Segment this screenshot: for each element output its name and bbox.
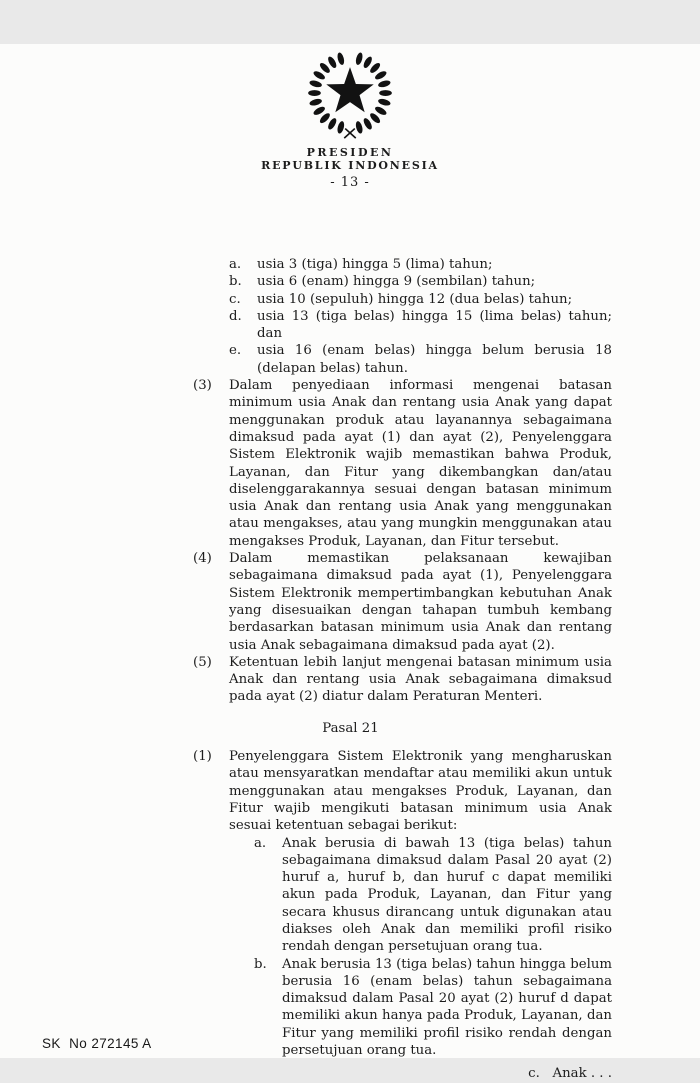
item-label: d. bbox=[229, 308, 242, 324]
sub-item bbox=[254, 835, 612, 956]
sub-item-list bbox=[254, 835, 612, 1060]
star-icon bbox=[326, 67, 373, 112]
clause-number: (1) bbox=[193, 749, 212, 765]
clause-text-wrap bbox=[229, 748, 612, 1083]
list-item bbox=[229, 342, 612, 377]
list-item bbox=[229, 256, 612, 273]
clause-number: (3) bbox=[193, 378, 212, 394]
list-item bbox=[229, 291, 612, 308]
item-text: usia 6 (enam) hingga 9 (sembilan) tahun; bbox=[257, 274, 536, 290]
clause-text: Ketentuan lebih lanjut mengenai batasan minimum usia Anak dan rentang usia Anak sebagaimana dimaksud pada ayat (2) diatur dalam Peraturan Menteri. bbox=[229, 654, 612, 705]
sub-item bbox=[254, 956, 612, 1060]
item-label: c. bbox=[229, 291, 241, 307]
age-range-list bbox=[229, 256, 612, 377]
item-text: Anak berusia di bawah 13 (tiga belas) tahun sebagaimana dimaksud dalam Pasal 20 ayat (2) huruf a, huruf b, dan huruf c dapat memiliki akun pada Produk, Layanan, dan Fitur yang secara khusus dirancang untuk digunakan atau diakses oleh Anak dan memiliki profil risiko rendah dengan persetujuan orang tua. bbox=[282, 835, 612, 955]
item-text: usia 16 (enam belas) hingga belum berusia 18 (delapan belas) tahun. bbox=[257, 343, 612, 376]
item-label: a. bbox=[229, 257, 242, 272]
list-item bbox=[229, 308, 612, 343]
clause-number: (5) bbox=[193, 654, 212, 670]
item-label: b. bbox=[229, 274, 242, 290]
clause-1-pasal-21 bbox=[193, 748, 612, 1083]
page-number: - 13 - bbox=[330, 175, 370, 190]
item-label: b. bbox=[254, 956, 267, 972]
clause-text: Dalam penyediaan informasi mengenai batasan minimum usia Anak dan rentang usia Anak yang dapat menggunakan produk atau layanannya sebagaimana dimaksud pada ayat (1) dan ayat (2), Penyelenggara Sistem Elektronik wajib memastikan bahwa Produk, Layanan, dan Fitur yang dikembangkan dan/atau diselenggarakannya sesuai dengan batasan minimum usia Anak dan rentang usia Anak yang menggunakan atau mengakses, atau yang mungkin menggunakan atau mengakses Produk, Layanan, dan Fitur tersebut. bbox=[229, 378, 612, 549]
catchword: c. Anak . . . bbox=[528, 1066, 612, 1082]
list-item bbox=[229, 273, 612, 290]
section-heading-pasal-21: Pasal 21 bbox=[322, 720, 379, 736]
presidential-seal-icon bbox=[302, 44, 398, 144]
item-text: usia 13 (tiga belas) hingga 15 (lima belas) tahun; dan bbox=[257, 308, 612, 342]
item-text: Anak berusia 13 (tiga belas) tahun hingga belum berusia 16 (enam belas) tahun sebagaimana dimaksud dalam Pasal 20 ayat (2) huruf d dapat memiliki akun hanya pada Produk, Layanan, dan Fitur yang memiliki profil risiko rendah dengan persetujuan orang tua. bbox=[282, 956, 612, 1059]
item-text: usia 10 (sepuluh) hingga 12 (dua belas) tahun; bbox=[257, 291, 573, 307]
item-text: usia 3 (tiga) hingga 5 (lima) tahun; bbox=[257, 257, 493, 272]
item-label: e. bbox=[229, 343, 242, 359]
clause-text: Penyelenggara Sistem Elektronik yang mengharuskan atau mensyaratkan mendaftar atau memiliki akun untuk menggunakan atau mengakses Produk, Layanan, dan Fitur wajib mengikuti batasan minimum usia Anak sesuai ketentuan sebagai berikut: bbox=[229, 749, 612, 834]
clause-number: (4) bbox=[193, 551, 212, 567]
wreath-stem-cross-icon bbox=[344, 129, 356, 139]
clause-4 bbox=[193, 550, 612, 654]
header-institution-line2: REPUBLIK INDONESIA bbox=[261, 159, 439, 172]
item-label: a. bbox=[254, 835, 267, 851]
document-body bbox=[193, 256, 612, 1083]
header-institution-line1: PRESIDEN bbox=[306, 146, 394, 159]
footer-doc-number: SK No 272145 A bbox=[42, 1036, 152, 1051]
clause-3 bbox=[193, 377, 612, 550]
clause-5 bbox=[193, 654, 612, 706]
document-page bbox=[0, 44, 700, 1082]
clause-text: Dalam memastikan pelaksanaan kewajiban sebagaimana dimaksud pada ayat (1), Penyelenggara Sistem Elektronik mempertimbangkan kebutuhan Anak yang disesuaikan dengan tahapan tumbuh kembang berdasarkan batasan minimum usia Anak dan rentang usia Anak sebagaimana dimaksud pada ayat (2). bbox=[229, 551, 612, 653]
